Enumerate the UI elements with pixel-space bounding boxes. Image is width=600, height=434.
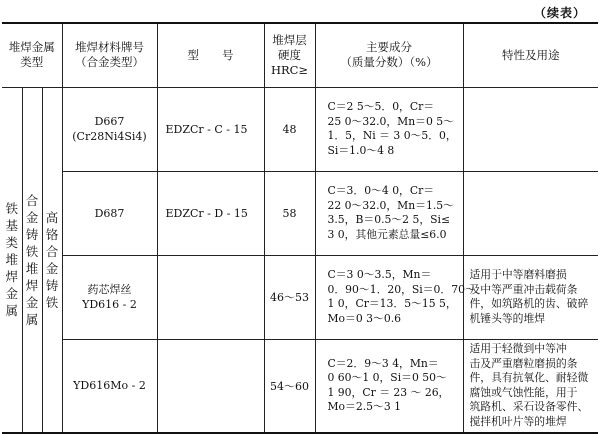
grade-cell (62, 339, 157, 433)
use-line: 件，如筑路机的齿、破碎 (469, 297, 589, 310)
use-cell (463, 171, 598, 255)
use-line: 适用于中等磨料磨损 (469, 268, 567, 281)
group-level2 (22, 87, 42, 433)
header-hrc-line: 堆焊层 (272, 32, 307, 47)
table-row (2, 87, 598, 171)
composition-line: 3 0，其他元素总量≤6.0 (327, 227, 447, 241)
use-cell (463, 339, 598, 433)
group-char: 焊 (25, 277, 39, 293)
model-cell (157, 339, 264, 433)
composition-line: C＝2 5～5．0，Cr＝ (327, 100, 435, 113)
use-cell (463, 87, 598, 171)
composition-line: 0 60～1 0，Si＝0 50～ (327, 371, 447, 385)
model-cell: EDZCr - D - 15 (157, 171, 264, 255)
composition-line: 1．5，Ni ＝ 3 0～5．0， (327, 129, 457, 142)
header-composition-line: （质量分数）（%） (340, 55, 438, 70)
composition-cell (315, 339, 463, 433)
composition-line: C＝3 0～3.5，Mn＝ (327, 268, 432, 281)
composition-line: Mo＝2.5～3 1 (327, 400, 401, 414)
grade-line: YD616 - 2 (82, 298, 137, 311)
grade-cell (62, 171, 157, 255)
grade-line: (Cr28Ni4Si4) (72, 130, 147, 143)
composition-cell (315, 255, 476, 339)
header-category-line: 堆焊金属 (8, 40, 55, 55)
hardfacing-table (2, 22, 598, 434)
header-use: 特性及用途 (463, 23, 598, 87)
group-char: 堆 (5, 252, 18, 268)
header-grade-line: （合金类型） (75, 55, 144, 70)
composition-line: 25 0～32.0，Mn＝0 5～ (327, 114, 454, 128)
group-level3 (42, 87, 62, 433)
header-grade-line: 堆焊材料牌号 (75, 40, 144, 55)
group-char: 铸 (45, 277, 59, 293)
grade-line: D667 (94, 115, 125, 128)
group-char: 堆 (25, 260, 39, 276)
grade-line: D687 (94, 206, 125, 220)
header-category-line: 类型 (20, 55, 44, 70)
group-char: 金 (45, 260, 59, 276)
composition-line: Si＝1.0～4 8 (327, 143, 395, 157)
group-char: 金 (25, 209, 39, 225)
group-char: 合 (25, 192, 39, 208)
group-char: 铸 (25, 226, 39, 242)
model-cell (157, 255, 264, 339)
composition-line: 1 0，Cr＝13．5～15 5， (327, 297, 457, 310)
header-category (2, 23, 62, 87)
table-row (2, 339, 598, 433)
composition-cell (315, 171, 463, 255)
group-char: 金 (5, 286, 18, 302)
use-line: 击及严重磨粒磨损的条 (469, 356, 578, 370)
hrc-cell: 46～53 (264, 255, 315, 339)
group-char: 铁 (5, 201, 18, 217)
header-grade (62, 23, 157, 87)
composition-cell (315, 87, 463, 171)
use-line: 及中等严重冲击载荷条 (469, 282, 578, 296)
group-level1 (2, 87, 22, 433)
composition-line: 22 0～32.0，Mn＝1.5～ (327, 198, 454, 212)
use-line: 腐蚀或气蚀性能，用于 (469, 385, 578, 399)
hrc-cell: 54～60 (264, 339, 315, 433)
hrc-cell: 58 (264, 171, 315, 255)
header-row (2, 23, 598, 87)
group-char: 类 (5, 235, 18, 251)
header-hrc (264, 23, 315, 87)
group-char: 铬 (45, 226, 59, 242)
group-char: 焊 (5, 269, 18, 285)
use-line: 搅拌机叶片等的堆焊 (469, 414, 567, 428)
hrc-cell: 48 (264, 87, 315, 171)
grade-line: YD616Mo - 2 (73, 379, 146, 393)
group-char: 基 (5, 218, 18, 234)
group-char: 高 (45, 209, 59, 225)
continued-label: （续表） (533, 6, 586, 20)
composition-line: 1 90，Cr ＝ 23 ～ 26， (327, 385, 450, 399)
grade-cell (62, 255, 157, 339)
composition-line: C＝3．0～4 0，Cr＝ (327, 184, 435, 197)
group-char: 属 (5, 303, 18, 319)
header-composition-line: 主要成分 (366, 40, 412, 55)
group-char: 合 (45, 243, 59, 259)
composition-line: 3.5，B＝0.5～2 5，Si≤ (327, 213, 451, 226)
use-line: 机锤头等的堆焊 (469, 311, 546, 325)
group-char: 铁 (25, 243, 39, 259)
use-cell (463, 255, 598, 339)
header-composition (315, 23, 463, 87)
composition-line: 0．90～1．20，Si＝0．70～ (327, 282, 476, 296)
header-hrc-line: 硬度 (278, 47, 301, 62)
table-row (2, 255, 598, 339)
model-cell: EDZCr - C - 15 (157, 87, 264, 171)
header-hrc-line: HRC≥ (270, 62, 309, 77)
use-line: 筑路机、采石设备零件、 (469, 400, 589, 414)
composition-line: Mo＝0 3～0.6 (327, 311, 401, 325)
use-line: 件，具有抗氧化、耐轻微 (469, 371, 589, 385)
group-char: 铁 (45, 294, 59, 310)
composition-line: C＝2．9～3 4，Mn＝ (327, 356, 439, 370)
grade-line: 药芯焊丝 (87, 283, 132, 296)
grade-cell (62, 87, 157, 171)
header-model: 型 号 (157, 23, 264, 87)
use-line: 适用于轻微到中等冲 (469, 342, 567, 356)
table-row (2, 171, 598, 255)
group-char: 属 (25, 311, 39, 327)
group-char: 金 (25, 294, 39, 310)
